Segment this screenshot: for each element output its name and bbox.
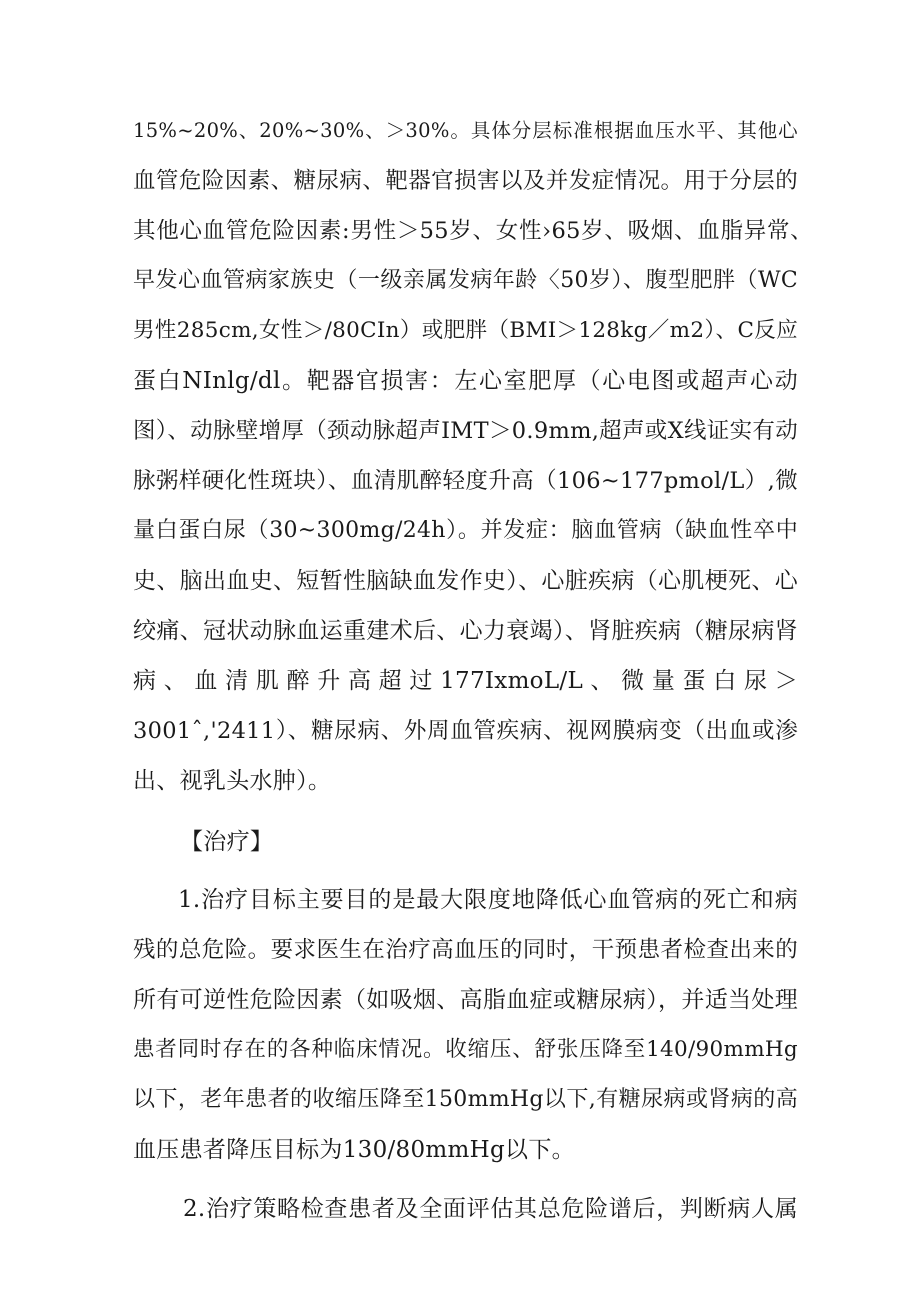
text-line: 病、血清肌醉升高超过177IxmoL/L、微量蛋白尿＞	[133, 668, 798, 694]
text-line: 史、脑出血史、短暂性脑缺血发作史）、心脏疾病（心肌梗死、心	[133, 568, 798, 594]
text-line: 患者同时存在的各种临床情况。收缩压、舒张压降至140/90mmHg	[133, 1037, 798, 1062]
text-line: 15%~20%、20%~30%、＞30%。具体分层标准根据血压水平、其他心	[133, 119, 798, 142]
text-line: 早发心血管病家族史（一级亲属发病年龄〈50岁）、腹型肥胖（WC	[133, 268, 798, 293]
text-line: 其他心血管危险因素:男性＞55岁、女性›65岁、吸烟、血脂异常、	[133, 218, 813, 244]
text-line: 1.治疗目标主要目的是最大限度地降低心血管病的死亡和病	[178, 887, 798, 913]
text-line: 量白蛋白尿（30~300mg/24h）。并发症：脑血管病（缺血性卒中	[133, 518, 798, 543]
text-line: 图）、动脉壁增厚（颈动脉超声IMT＞0.9mm,超声或X线证实有动	[133, 418, 798, 444]
text-line: 血管危险因素、糖尿病、靶器官损害以及并发症情况。用于分层的	[133, 168, 798, 194]
text-line: 出、视乳头水肿）。	[133, 768, 332, 794]
text-line: 蛋白NInlg/dl。靶器官损害：左心室肥厚（心电图或超声心动	[133, 368, 798, 394]
text-line: 以下，老年患者的收缩压降至150mmHg以下,有糖尿病或肾病的高	[133, 1087, 798, 1112]
text-line: 男性285cm,女性＞/80CIn）或肥胖（BMI＞128kg／m2）、C反应	[133, 318, 798, 343]
text-line: 绞痛、冠状动脉血运重建术后、心力衰竭）、肾脏疾病（糖尿病肾	[133, 618, 798, 644]
text-line: 血压患者降压目标为130/80mmHg以下。	[133, 1137, 575, 1163]
section-heading: 【治疗】	[180, 829, 274, 855]
text-line: 2.治疗策略检查患者及全面评估其总危险谱后，判断病人属	[183, 1196, 798, 1222]
text-line: 所有可逆性危险因素（如吸烟、高脂血症或糖尿病），并适当处理	[133, 987, 798, 1013]
text-line: 残的总危险。要求医生在治疗高血压的同时，干预患者检查出来的	[133, 937, 798, 963]
text-line: 3001ˆ,'2411）、糖尿病、外周血管疾病、视网膜病变（出血或渗	[133, 718, 798, 744]
text-line: 脉粥样硬化性斑块）、血清肌醉轻度升高（106~177pmol/L）,微	[133, 468, 798, 494]
